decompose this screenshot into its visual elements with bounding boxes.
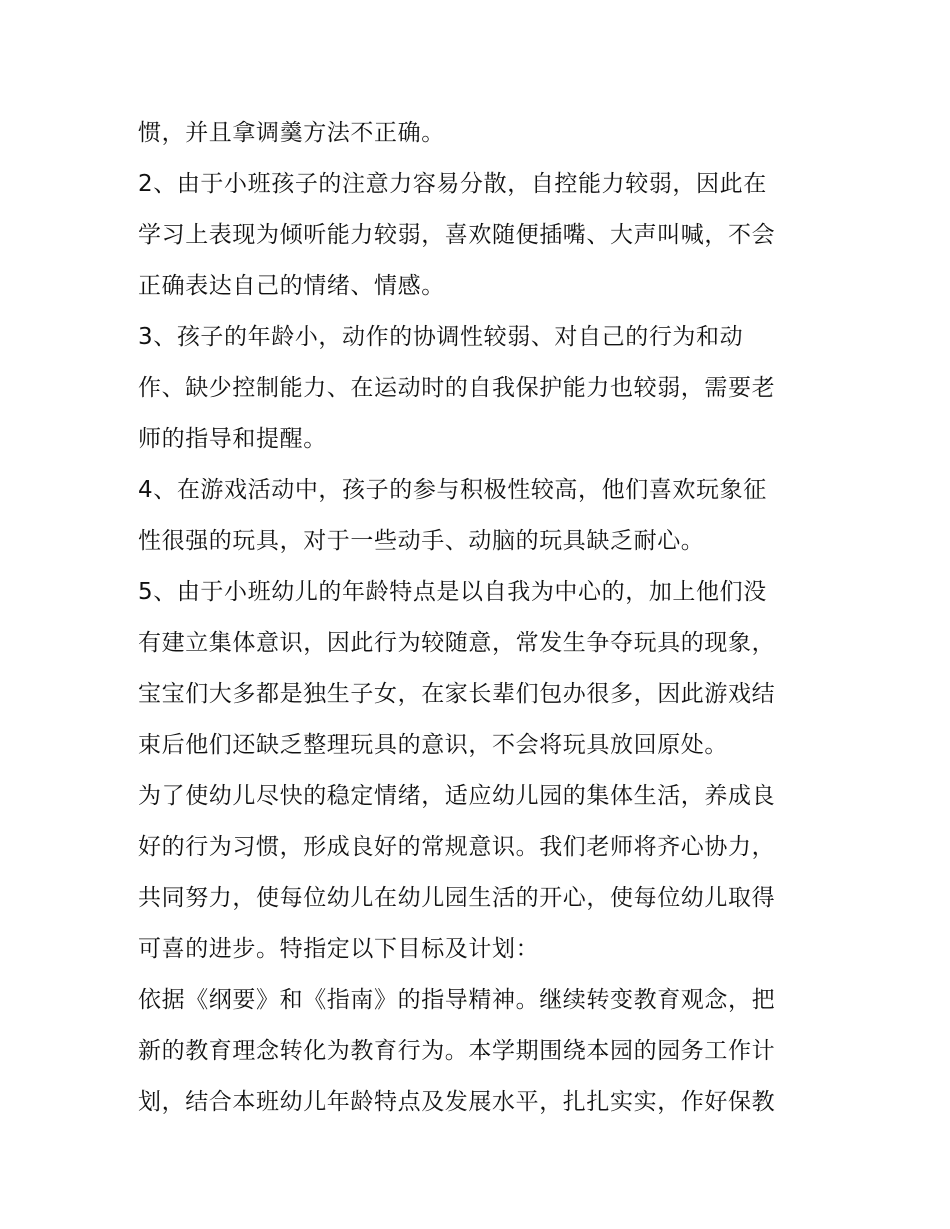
text-line: 正确表达自己的情绪、情感。 — [138, 273, 445, 299]
text-line: 学习上表现为倾听能力较弱，喜欢随便插嘴、大声叫喊，不会 — [138, 222, 776, 248]
text-line: 4、在游戏活动中，孩子的参与积极性较高，他们喜欢玩象征 — [138, 477, 767, 503]
text-line: 依据《纲要》和《指南》的指导精神。继续转变教育观念，把 — [138, 987, 776, 1013]
text-line: 宝宝们大多都是独生子女，在家长辈们包办很多，因此游戏结 — [138, 681, 776, 707]
text-line: 3、孩子的年龄小，动作的协调性较弱、对自己的行为和动 — [138, 324, 744, 350]
text-line: 束后他们还缺乏整理玩具的意识，不会将玩具放回原处。 — [138, 732, 728, 758]
text-line: 惯，并且拿调羹方法不正确。 — [138, 120, 445, 146]
text-line: 性很强的玩具，对于一些动手、动脑的玩具缺乏耐心。 — [138, 528, 705, 554]
text-line: 新的教育理念转化为教育行为。本学期围绕本园的园务工作计 — [138, 1038, 776, 1064]
text-line: 共同努力，使每位幼儿在幼儿园生活的开心，使每位幼儿取得 — [138, 885, 776, 911]
text-line: 可喜的进步。特指定以下目标及计划： — [138, 936, 540, 962]
text-line: 划，结合本班幼儿年龄特点及发展水平，扎扎实实，作好保教 — [138, 1089, 776, 1115]
text-line: 有建立集体意识，因此行为较随意，常发生争夺玩具的现象， — [138, 630, 776, 656]
text-line: 作、缺少控制能力、在运动时的自我保护能力也较弱，需要老 — [138, 375, 776, 401]
text-line: 2、由于小班孩子的注意力容易分散，自控能力较弱，因此在 — [138, 171, 767, 197]
document-body — [138, 108, 818, 1128]
text-line: 好的行为习惯，形成良好的常规意识。我们老师将齐心协力， — [138, 834, 776, 860]
text-line: 师的指导和提醒。 — [138, 426, 327, 452]
text-line: 为了使幼儿尽快的稳定情绪，适应幼儿园的集体生活，养成良 — [138, 783, 776, 809]
text-line: 5、由于小班幼儿的年龄特点是以自我为中心的，加上他们没 — [138, 579, 767, 605]
